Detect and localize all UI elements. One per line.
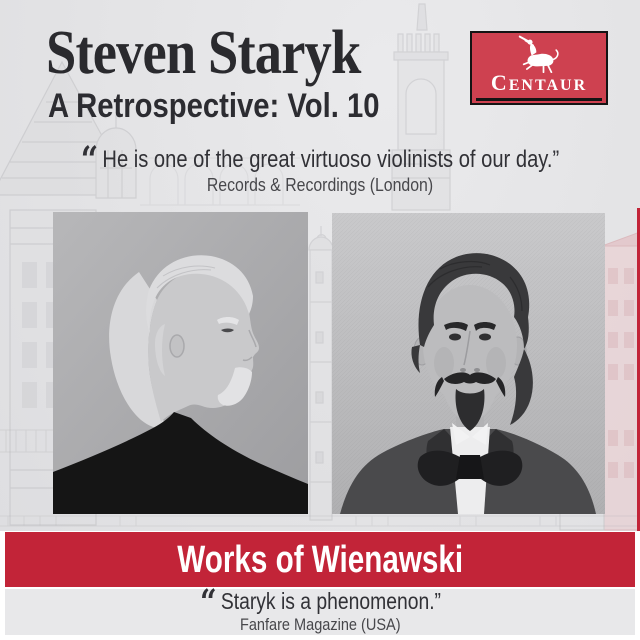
banner-title: Works of Wienawski bbox=[177, 538, 463, 581]
staryk-photo bbox=[53, 212, 308, 514]
works-banner bbox=[5, 532, 635, 587]
artist-name: Steven Staryk bbox=[46, 19, 361, 87]
top-quote-block bbox=[0, 139, 640, 196]
wieniawski-photo bbox=[332, 213, 605, 514]
top-quote-attribution: Records & Recordings (London) bbox=[206, 175, 434, 196]
wieniawski-portrait-illustration bbox=[332, 213, 605, 514]
centaur-logo bbox=[470, 31, 608, 105]
album-title: A Retrospective: Vol. 10 bbox=[48, 87, 380, 125]
bottom-quote-block bbox=[5, 583, 635, 635]
open-quote-icon: “ bbox=[80, 139, 97, 182]
staryk-portrait-illustration bbox=[53, 212, 308, 514]
top-quote-text: “ He is one of the great virtuoso violinists of our day.” bbox=[80, 139, 560, 182]
bottom-section bbox=[0, 531, 640, 640]
centaur-wordmark: CENTAUR bbox=[490, 70, 588, 95]
bottom-quote-attribution: Fanfare Magazine (USA) bbox=[239, 615, 401, 634]
centaur-icon bbox=[515, 35, 563, 73]
open-quote-icon: “ bbox=[199, 583, 215, 624]
bottom-quote-text: “ Staryk is a phenomenon.” bbox=[199, 583, 441, 624]
